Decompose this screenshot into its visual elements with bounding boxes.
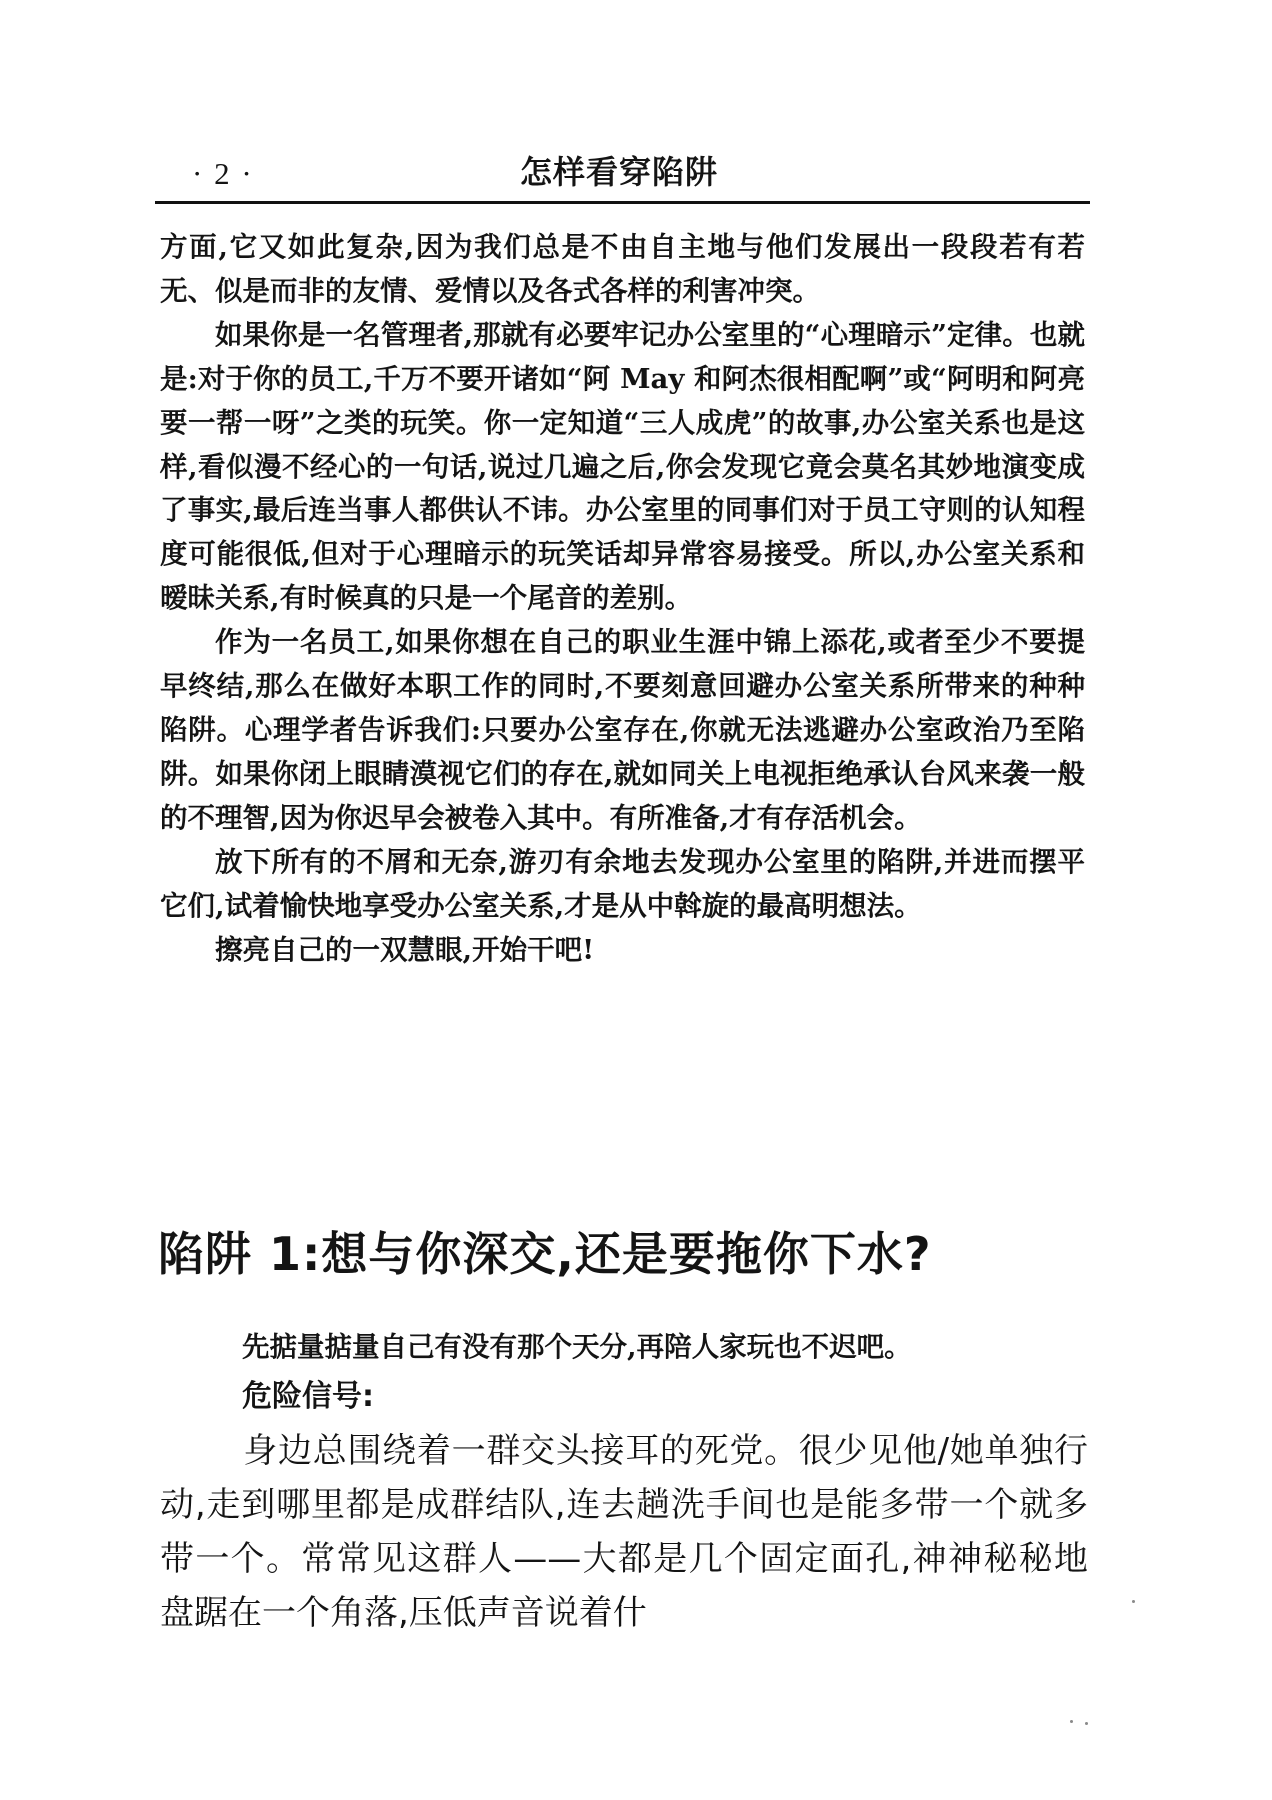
scan-speck [1132, 1600, 1135, 1603]
danger-signal-label: 危险信号: [242, 1379, 374, 1414]
paragraph-employee-advice: 作为一名员工,如果你想在自己的职业生涯中锦上添花,或者至少不要提早终结,那么在做好本职工作的同时,不要刻意回避办公室关系所带来的种种陷阱。心理学者告诉我们:只要办公室存在,你就无法逃避办公室政治乃至陷阱。如果你闭上眼睛漠视它们的存在,就如同关上电视拒绝承认台风来袭一般的不理智,因为你迟早会被卷入其中。有所准备,才有存活机会。 [160, 626, 1085, 834]
paragraph-manager-advice: 如果你是一名管理者,那就有必要牢记办公室里的“心理暗示”定律。也就是:对于你的员工,千万不要开诸如“阿 May 和阿杰很相配啊”或“阿明和阿亮要一帮一呀”之类的玩笑。你一定知道“三人成虎”的故事,办公室关系也是这样,看似漫不经心的一句话,说过几遍之后,你会发现它竟会莫名其妙地演变成了事实,最后连当事人都供认不讳。办公室里的同事们对于员工守则的认知程度可能很低,但对于心理暗示的玩笑话却异常容易接受。所以,办公室关系和暧昧关系,有时候真的只是一个尾音的差别。 [160, 318, 1085, 615]
body-text [160, 226, 1085, 972]
paragraph-closing: 擦亮自己的一双慧眼,开始干吧! [215, 933, 595, 966]
running-title: 怎样看穿陷阱 [520, 153, 719, 191]
page-number: · 2 · [192, 156, 254, 191]
section-heading: 陷阱 1:想与你深交,还是要拖你下水? [158, 1227, 932, 1281]
scan-speck [1085, 1722, 1088, 1725]
page-header [155, 148, 1090, 202]
header-rule [155, 201, 1090, 204]
scan-speck [1070, 1720, 1073, 1723]
paragraph-continued: 方面,它又如此复杂,因为我们总是不由自主地与他们发展出一段段若有若无、似是而非的友情、爱情以及各式各样的利害冲突。 [160, 231, 1085, 307]
paragraph-attitude: 放下所有的不屑和无奈,游刃有余地去发现办公室里的陷阱,并进而摆平它们,试着愉快地享受办公室关系,才是从中斡旋的最高明想法。 [160, 845, 1085, 922]
danger-signal-text: 身边总围绕着一群交头接耳的死党。很少见他/她单独行动,走到哪里都是成群结队,连去趟洗手间也是能多带一个就多带一个。常常见这群人——大都是几个固定面孔,神神秘秘地盘踞在一个角落,压低声音说着什 [160, 1431, 1088, 1633]
section-epigraph: 先掂量掂量自己有没有那个天分,再陪人家玩也不迟吧。 [242, 1331, 912, 1363]
